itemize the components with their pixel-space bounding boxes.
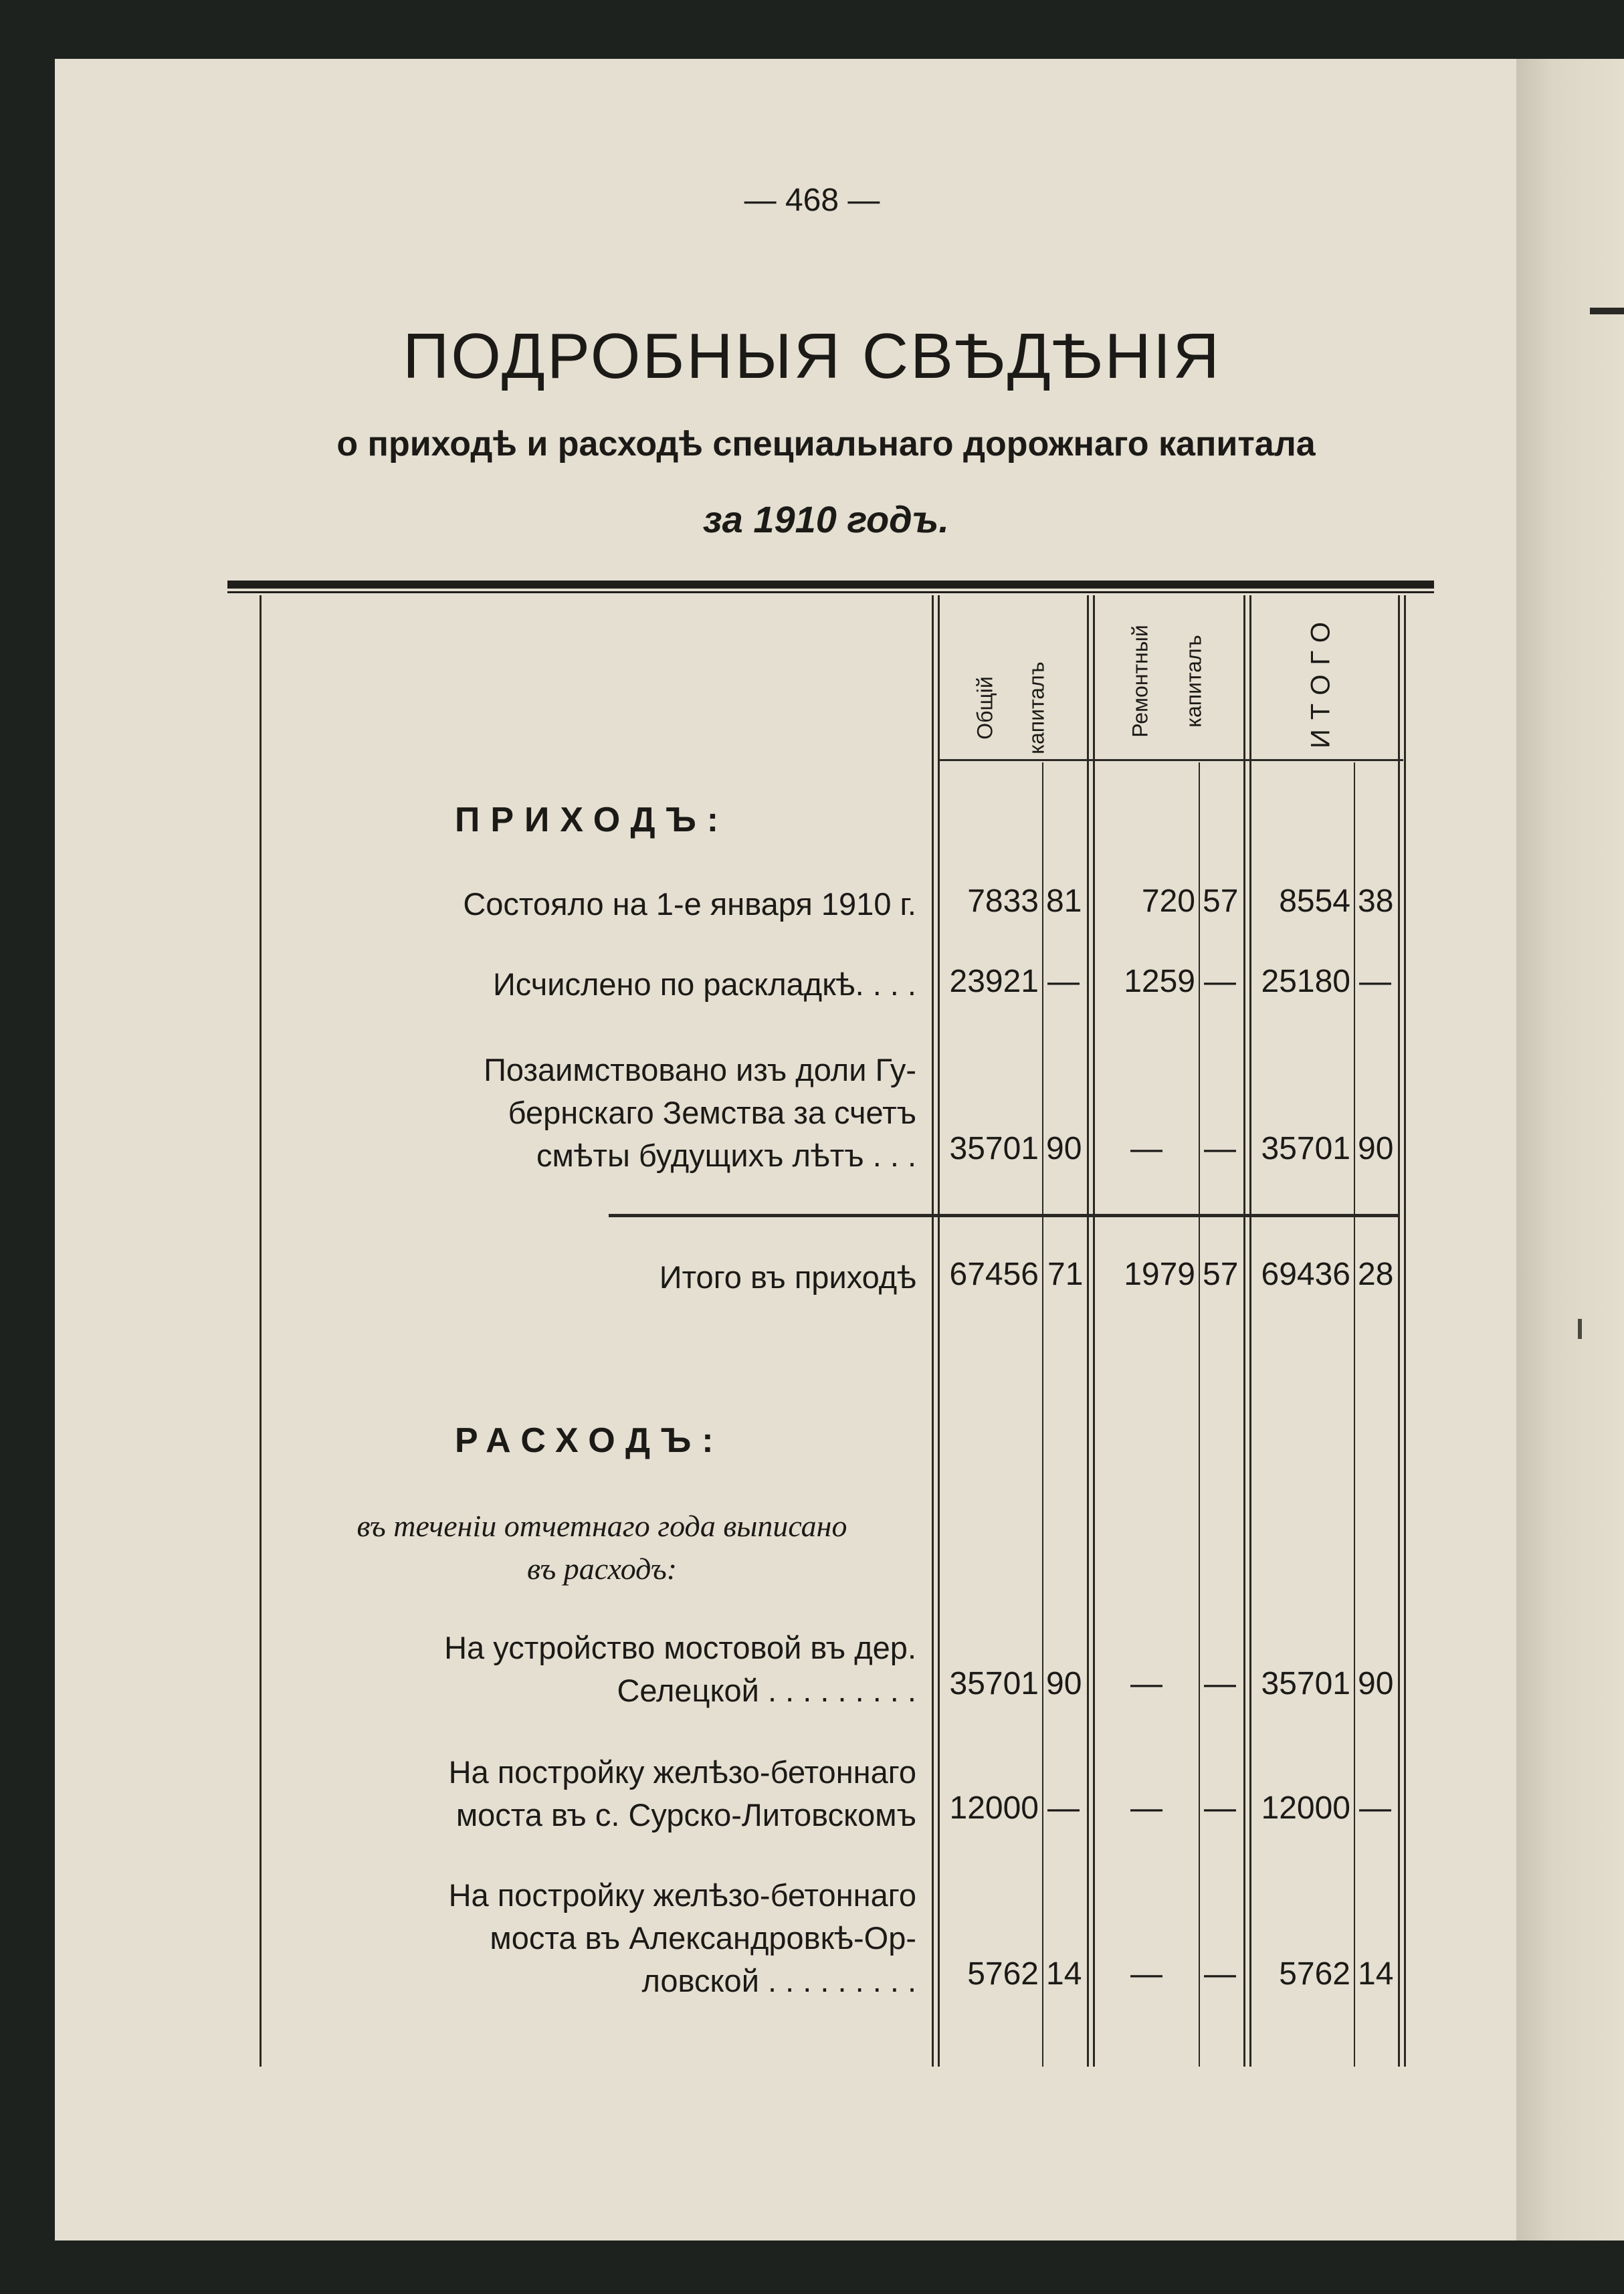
cell-total-rub: 35701 xyxy=(1261,1666,1350,1701)
cell-total-rub: 12000 xyxy=(1261,1790,1350,1826)
column-header-total: ИТОГО xyxy=(1306,612,1336,749)
cell-general-kop: — xyxy=(1047,1790,1080,1826)
cell-total-kop: — xyxy=(1359,1790,1391,1826)
cell-general-kop: 90 xyxy=(1046,1131,1082,1166)
row-label: На постройку желѣзо-бетоннаго xyxy=(448,1754,916,1790)
row-label: На постройку желѣзо-бетоннаго xyxy=(448,1877,916,1913)
cell-repair-rub: — xyxy=(1130,1131,1162,1166)
cell-repair-kop: — xyxy=(1204,1131,1236,1166)
column-divider xyxy=(1093,595,1095,2067)
total-general-kop: 71 xyxy=(1047,1257,1084,1292)
cell-total-rub: 35701 xyxy=(1261,1131,1350,1166)
column-header-general-2: капиталъ xyxy=(1024,661,1049,754)
row-label: Исчислено по раскладкѣ. . . . xyxy=(493,966,916,1002)
report-year: за 1910 годъ. xyxy=(703,498,949,540)
kopek-divider xyxy=(1354,762,1355,2067)
cell-repair-rub: 720 xyxy=(1141,883,1195,919)
cell-general-kop: 14 xyxy=(1046,1956,1082,1992)
cell-total-rub: 25180 xyxy=(1261,964,1350,999)
column-divider xyxy=(938,595,940,2067)
total-repair-rub: 1979 xyxy=(1124,1257,1195,1292)
cell-repair-kop: — xyxy=(1204,964,1236,999)
total-general-rub: 67456 xyxy=(949,1257,1039,1292)
total-repair-kop: 57 xyxy=(1203,1257,1239,1292)
cell-general-rub: 12000 xyxy=(949,1790,1039,1826)
cell-repair-kop: — xyxy=(1204,1956,1236,1992)
row-label: бернскаго Земства за счетъ xyxy=(508,1095,916,1130)
income-heading: ПРИХОДЪ: xyxy=(455,801,730,839)
row-label: Состояло на 1-е января 1910 г. xyxy=(463,886,916,922)
table-right-border xyxy=(1404,595,1406,2067)
cell-repair-kop: — xyxy=(1204,1666,1236,1701)
page-subtitle: о приходѣ и расходѣ специальнаго дорожнаго капитала xyxy=(336,425,1316,463)
row-label: ловской . . . . . . . . . xyxy=(641,1963,916,1998)
row-label: Селецкой . . . . . . . . . xyxy=(617,1673,916,1708)
expense-heading: РАСХОДЪ: xyxy=(455,1421,724,1460)
cell-general-rub: 35701 xyxy=(949,1131,1039,1166)
cell-total-kop: 90 xyxy=(1358,1666,1394,1701)
column-divider xyxy=(1087,595,1089,2067)
total-total-rub: 69436 xyxy=(1261,1257,1350,1292)
cell-total-kop: — xyxy=(1359,964,1391,999)
expense-note: въ теченіи отчетнаго года выписано xyxy=(357,1509,847,1543)
column-header-repair-1: Ремонтный xyxy=(1128,625,1152,738)
table-top-rule xyxy=(227,581,1434,589)
cell-total-kop: 38 xyxy=(1358,883,1394,919)
row-label: На устройство мостовой въ дер. xyxy=(444,1630,916,1665)
row-label: моста въ Александровкѣ-Ор- xyxy=(490,1920,916,1956)
cell-total-rub: 8554 xyxy=(1279,883,1350,919)
column-header-general-1: Общій xyxy=(973,676,997,740)
column-divider xyxy=(1249,595,1251,2067)
cell-general-rub: 23921 xyxy=(949,964,1039,999)
cell-repair-rub: — xyxy=(1130,1790,1162,1826)
total-total-kop: 28 xyxy=(1358,1257,1394,1292)
cell-repair-rub: 1259 xyxy=(1124,964,1195,999)
table-right-border xyxy=(1398,595,1400,2067)
kopek-divider xyxy=(1042,762,1043,2067)
cell-general-rub: 7833 xyxy=(967,883,1039,919)
adjacent-page-mark xyxy=(1578,1319,1582,1339)
row-label: Позаимствовано изъ доли Гу- xyxy=(484,1052,916,1087)
cell-total-kop: 90 xyxy=(1358,1131,1394,1166)
page-title: ПОДРОБНЫЯ СВѢДѢНІЯ xyxy=(403,320,1221,392)
subtotal-rule xyxy=(609,1214,1398,1217)
row-label: моста въ с. Сурско-Литовскомъ xyxy=(455,1797,916,1833)
cell-general-rub: 5762 xyxy=(967,1956,1039,1992)
row-label: смѣты будущихъ лѣтъ . . . xyxy=(536,1138,916,1173)
cell-repair-kop: 57 xyxy=(1203,883,1239,919)
cell-total-kop: 14 xyxy=(1358,1956,1394,1992)
cell-repair-rub: — xyxy=(1130,1666,1162,1701)
page-number: — 468 — xyxy=(744,183,880,218)
cell-general-kop: 90 xyxy=(1046,1666,1082,1701)
column-header-repair-2: капиталъ xyxy=(1181,635,1206,728)
cell-repair-rub: — xyxy=(1130,1956,1162,1992)
expense-note: въ расходъ: xyxy=(526,1552,678,1586)
adjacent-page-mark xyxy=(1590,308,1624,314)
income-total-label: Итого въ приходѣ xyxy=(659,1259,916,1295)
column-divider xyxy=(932,595,934,2067)
cell-general-kop: — xyxy=(1047,964,1080,999)
cell-repair-kop: — xyxy=(1204,1790,1236,1826)
cell-total-rub: 5762 xyxy=(1279,1956,1350,1992)
cell-general-rub: 35701 xyxy=(949,1666,1039,1701)
table-left-border xyxy=(260,595,262,2067)
cell-general-kop: 81 xyxy=(1046,883,1082,919)
kopek-divider xyxy=(1199,762,1200,2067)
table-top-rule xyxy=(227,591,1434,593)
column-divider xyxy=(1243,595,1245,2067)
